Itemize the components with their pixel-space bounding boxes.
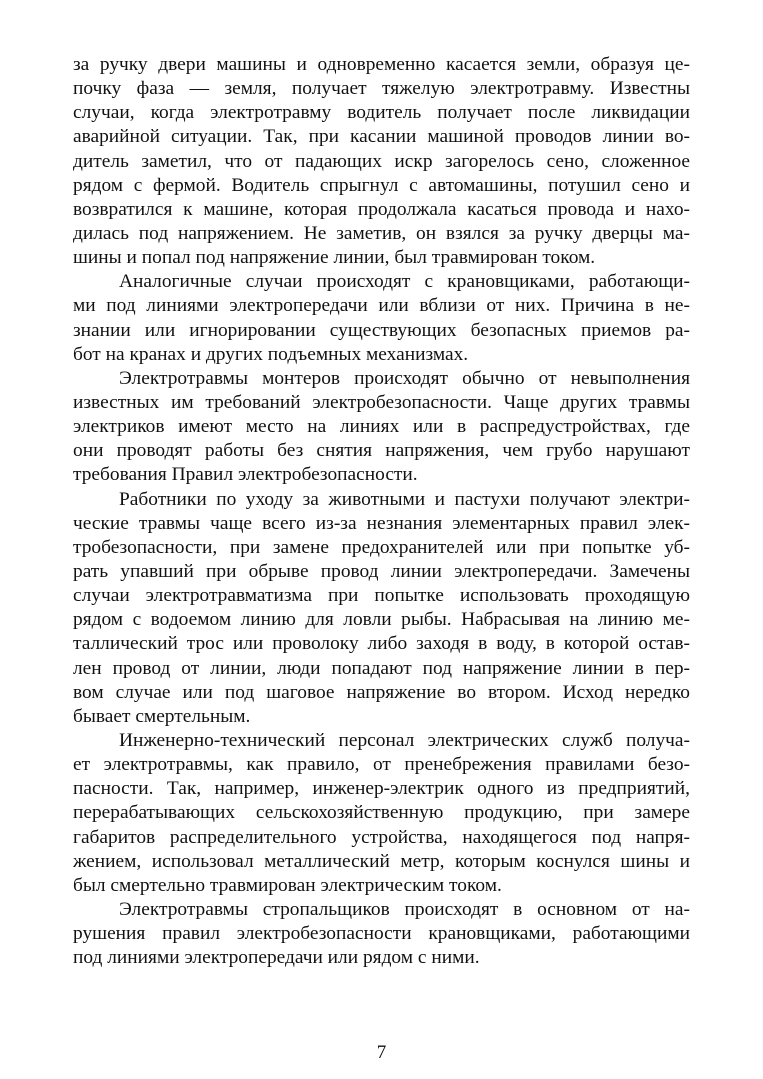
text-line: Аналогичные случаи происходят с крановщиками, работающи- (119, 271, 690, 293)
text-line: ческие травмы чаще всего из-за незнания элементарных правил элек- (73, 512, 690, 534)
text-line: требования Правил электробезопасности. (73, 464, 418, 486)
text-line: рядом с фермой. Водитель спрыгнул с автомашины, потушил сено и (73, 174, 690, 196)
text-line: габаритов распределительного устройства, находящегося под напря- (73, 826, 690, 848)
text-line: почку фаза — земля, получает тяжелую электротравму. Известны (73, 78, 690, 100)
text-line: Электротравмы монтеров происходят обычно от невыполнения (119, 367, 690, 389)
text-line: знании или игнорировании существующих безопасных приемов ра- (73, 319, 690, 341)
text-line: известных им требований электробезопасности. Чаще других травмы (73, 391, 690, 413)
text-line: возвратился к машине, которая продолжала касаться провода и нахо- (73, 198, 690, 220)
text-line: ет электротравмы, как правило, от пренебрежения правилами безо- (73, 754, 690, 776)
text-line: Инженерно-технический персонал электрических служб получа- (119, 729, 690, 751)
text-line: лен провод от линии, люди попадают под напряжение линии в пер- (73, 657, 690, 679)
text-line: таллический трос или проволоку либо заходя в воду, в которой остав- (73, 633, 690, 655)
text-line: дитель заметил, что от падающих искр загорелось сено, сложенное (73, 150, 690, 172)
text-line: тробезопасности, при замене предохранителей или при попытке уб- (73, 536, 690, 558)
page-text (73, 53, 690, 970)
text-line: под линиями электропередачи или рядом с ними. (73, 947, 480, 969)
text-line: электриков имеют место на линиях или в распредустройствах, где (73, 416, 690, 438)
text-line: ми под линиями электропередачи или вблизи от них. Причина в не- (73, 295, 690, 317)
text-line: рядом с водоемом линию для ловли рыбы. Набрасывая на линию ме- (73, 609, 690, 631)
text-line: Электротравмы стропальщиков происходят в основном от на- (119, 898, 690, 920)
text-line: они проводят работы без снятия напряжения, чем грубо нарушают (73, 440, 690, 462)
text-line: дилась под напряжением. Не заметив, он взялся за ручку дверцы ма- (73, 222, 690, 244)
text-line: жением, использовал металлический метр, которым коснулся шины и (73, 850, 690, 872)
text-line: Работники по уходу за животными и пастухи получают электри- (119, 488, 690, 510)
text-line: был смертельно травмирован электрическим током. (73, 874, 502, 896)
text-line: шины и попал под напряжение линии, был травмирован током. (73, 247, 596, 269)
text-line: перерабатывающих сельскохозяйственную продукцию, при замере (73, 802, 690, 824)
text-line: аварийной ситуации. Так, при касании машиной проводов линии во- (73, 126, 690, 148)
text-line: рушения правил электробезопасности крановщиками, работающими (73, 923, 690, 945)
page-number: 7 (376, 1042, 387, 1063)
text-line: бот на кранах и других подъемных механизмах. (73, 343, 469, 365)
text-line: случаи электротравматизма при попытке использовать проходящую (73, 585, 690, 607)
text-line: рать упавший при обрыве провод линии электропередачи. Замечены (73, 560, 690, 582)
text-line: случаи, когда электротравму водитель получает после ликвидации (73, 102, 690, 124)
text-line: бывает смертельным. (73, 705, 251, 727)
text-line: пасности. Так, например, инженер-электрик одного из предприятий, (73, 778, 690, 800)
text-line: вом случае или под шаговое напряжение во втором. Исход нередко (73, 681, 690, 703)
text-line: за ручку двери машины и одновременно касается земли, образуя це- (73, 54, 690, 75)
